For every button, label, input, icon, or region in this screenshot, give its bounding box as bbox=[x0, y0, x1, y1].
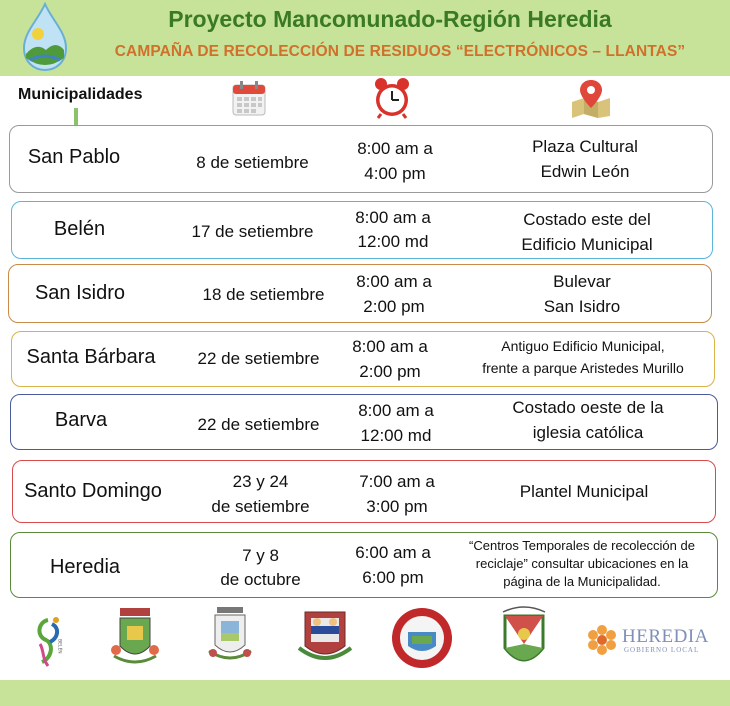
collection-time-end: 4:00 pm bbox=[364, 164, 426, 183]
collection-place-line2: Edwin León bbox=[540, 162, 630, 181]
collection-time-end: 3:00 pm bbox=[366, 497, 428, 516]
header-banner bbox=[0, 0, 730, 76]
collection-time-end: 6:00 pm bbox=[362, 568, 424, 587]
collection-date-line2: de setiembre bbox=[211, 497, 310, 516]
santa-barbara-shield bbox=[297, 604, 353, 666]
san-pablo-shield bbox=[205, 604, 255, 666]
collection-place-line1: Antiguo Edificio Municipal, bbox=[501, 338, 665, 354]
heredia-logo-name: HEREDIA bbox=[622, 626, 709, 647]
municipality-name: Santa Bárbara bbox=[26, 346, 156, 368]
collection-time-start: 8:00 am a bbox=[356, 272, 432, 291]
municipality-name: Belén bbox=[53, 218, 106, 240]
collection-place-line1: “Centros Temporales de recolección de bbox=[469, 538, 695, 553]
municipality-name: Barva bbox=[54, 409, 108, 431]
collection-time-start: 7:00 am a bbox=[359, 472, 435, 491]
municipality-name: San Isidro bbox=[34, 282, 126, 304]
collection-place-line3: página de la Municipalidad. bbox=[503, 574, 661, 589]
collection-place-line1: Costado oeste de la bbox=[512, 398, 664, 417]
collection-place-line1: Plantel Municipal bbox=[519, 482, 649, 501]
belen-text: BELÉN bbox=[56, 639, 62, 654]
collection-date-line2: de octubre bbox=[220, 570, 301, 589]
collection-date: 17 de setiembre bbox=[191, 222, 314, 241]
collection-date-line1: 7 y 8 bbox=[242, 546, 279, 565]
municipality-name: Santo Domingo bbox=[24, 480, 162, 502]
heredia-logo bbox=[584, 622, 620, 658]
collection-place-line1: Costado este del bbox=[523, 210, 651, 229]
municipality-name: San Pablo bbox=[27, 146, 121, 168]
schedule-row-san-isidro bbox=[8, 264, 712, 323]
collection-time-end: 12:00 md bbox=[357, 232, 429, 251]
collection-time-start: 8:00 am a bbox=[357, 139, 433, 158]
collection-date: 8 de setiembre bbox=[196, 153, 309, 172]
barva-seal bbox=[390, 606, 454, 670]
collection-place-line2: reciclaje” consultar ubicaciones en la bbox=[475, 556, 689, 571]
page-title: Proyecto Mancomunado-Región Heredia bbox=[168, 6, 612, 32]
footer-logos bbox=[0, 604, 730, 674]
collection-date: 18 de setiembre bbox=[202, 285, 325, 304]
collection-time-end: 12:00 md bbox=[360, 426, 432, 445]
footer-bar bbox=[0, 680, 730, 706]
collection-place-line1: Bulevar bbox=[553, 272, 611, 291]
schedule-row-belen bbox=[11, 201, 713, 259]
campaign-subtitle: CAMPAÑA DE RECOLECCIÓN DE RESIDUOS “ELECTRÓNICOS – LLANTAS” bbox=[114, 43, 686, 60]
collection-place-line2: Edificio Municipal bbox=[521, 235, 653, 254]
collection-time-end: 2:00 pm bbox=[363, 297, 425, 316]
collection-place-line2: iglesia católica bbox=[532, 423, 644, 442]
municipalities-column-label: Municipalidades bbox=[18, 86, 143, 103]
water-drop-logo bbox=[16, 2, 74, 72]
collection-time-start: 8:00 am a bbox=[358, 401, 434, 420]
belen-logo bbox=[30, 614, 70, 674]
collection-time-end: 2:00 pm bbox=[359, 362, 421, 381]
san-isidro-shield bbox=[110, 606, 160, 666]
collection-date-line1: 23 y 24 bbox=[232, 472, 289, 491]
collection-time-start: 8:00 am a bbox=[355, 208, 431, 227]
heredia-logo-subtitle: GOBIERNO LOCAL bbox=[624, 646, 700, 654]
collection-place-line1: Plaza Cultural bbox=[532, 137, 638, 156]
collection-date: 22 de setiembre bbox=[197, 415, 320, 434]
schedule-row-barva bbox=[10, 394, 718, 450]
map-pin-icon bbox=[570, 78, 612, 118]
collection-time-start: 8:00 am a bbox=[352, 337, 428, 356]
collection-time-start: 6:00 am a bbox=[355, 543, 431, 562]
collection-place-line2: frente a parque Aristedes Murillo bbox=[482, 360, 684, 376]
municipality-name: Heredia bbox=[49, 556, 121, 578]
santo-domingo-shield bbox=[497, 604, 551, 674]
collection-place-line2: San Isidro bbox=[543, 297, 621, 316]
calendar-icon bbox=[232, 80, 266, 116]
schedule-row-heredia bbox=[10, 532, 718, 598]
alarm-clock-icon bbox=[372, 77, 412, 119]
collection-date: 22 de setiembre bbox=[197, 349, 320, 368]
schedule-row-santo-domingo bbox=[12, 460, 716, 523]
schedule-row-santa-barbara bbox=[11, 331, 715, 387]
schedule-row-san-pablo bbox=[9, 125, 713, 193]
